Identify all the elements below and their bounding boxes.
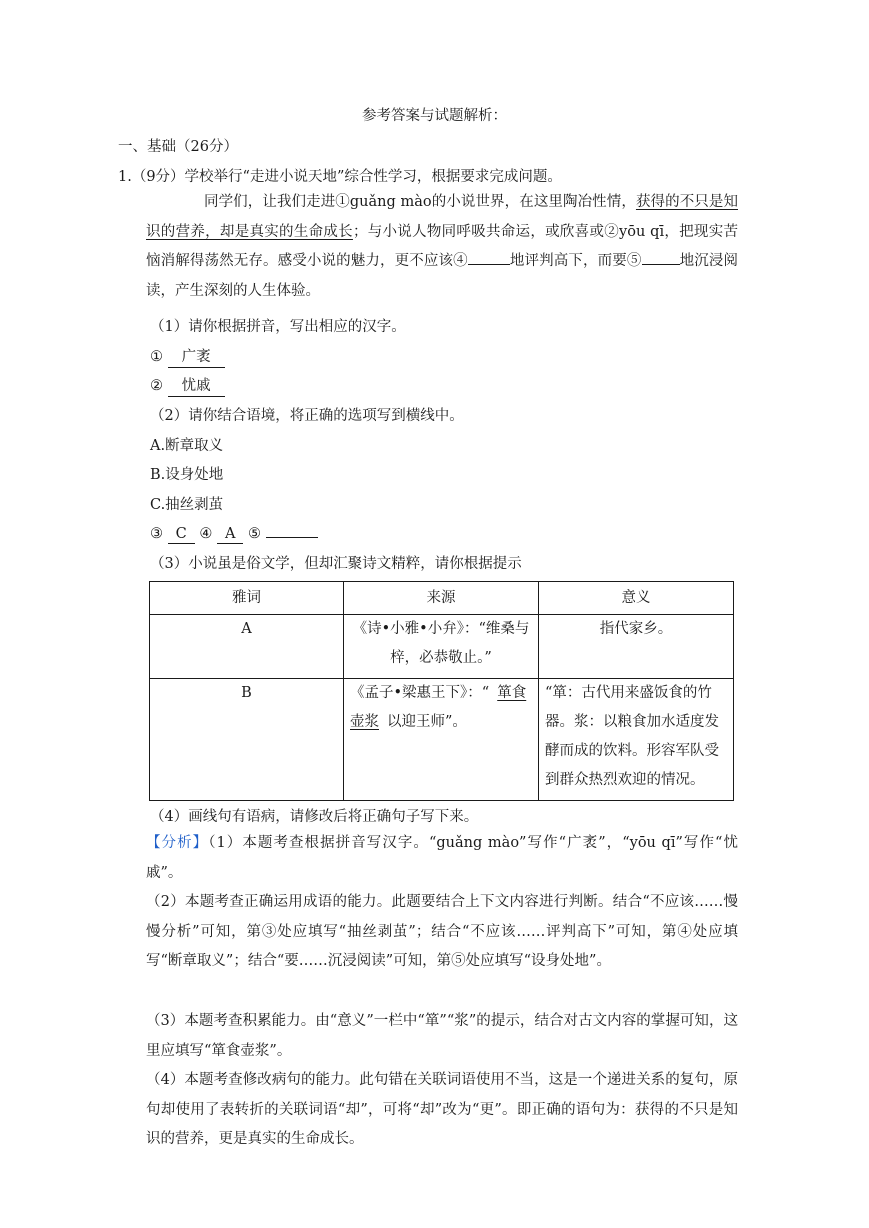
q1-answer-1 xyxy=(150,345,225,368)
analysis-label: 【分析】 xyxy=(146,835,209,851)
section-heading: 一、基础（26分） xyxy=(118,139,238,155)
table-header-cell: 意义 xyxy=(539,582,734,615)
table-header-row xyxy=(150,582,734,615)
analysis-text: （1）本题考查根据拼音写汉字。“guǎng mào”写作“广袤”，“yōu qī”写作“忧戚”。 xyxy=(146,835,739,881)
option-a: A.断章取义 xyxy=(150,438,224,454)
q1-prompt: （1）请你根据拼音，写出相应的汉字。 xyxy=(150,319,406,335)
answer-number: ④ xyxy=(199,526,213,542)
passage-part-2: ；与小说人物同呼吸共命运，或欣喜或②yōu qī，把现实苦恼消解得荡然无存。感受小说的魅力，更不应该④ xyxy=(146,223,738,269)
answer-number: ⑤ xyxy=(248,526,262,542)
blank-5 xyxy=(642,250,680,265)
answer-value: C xyxy=(168,526,195,544)
option-b: B.设身处地 xyxy=(150,467,224,483)
answer-value: A xyxy=(217,526,243,544)
table-cell-word: B xyxy=(150,679,344,801)
option-c: C.抽丝剥茧 xyxy=(150,497,224,513)
passage-part-1: 同学们，让我们走进①guǎng mào的小说世界，在这里陶冶性情， xyxy=(204,194,636,210)
answer-number: ② xyxy=(150,378,163,394)
q2-answers xyxy=(150,523,318,544)
reading-passage xyxy=(146,188,738,306)
answer-number: ① xyxy=(150,349,163,365)
blank-4 xyxy=(468,250,510,265)
source-text: 《孟子•梁惠王下》：“ xyxy=(350,685,490,701)
blank-answer xyxy=(266,523,318,538)
table-cell-source xyxy=(344,679,539,801)
answer-value: 忧戚 xyxy=(168,374,225,397)
page-title: 参考答案与试题解析： xyxy=(362,108,507,124)
vocabulary-table xyxy=(149,581,734,801)
source-text: 以迎王师”。 xyxy=(387,714,467,730)
question-stem: 1.（9分）学校举行“走进小说天地”综合性学习，根据要求完成问题。 xyxy=(118,169,562,185)
table-header-cell: 雅词 xyxy=(150,582,344,615)
analysis-1 xyxy=(146,829,738,888)
table-cell-meaning: 指代家乡。 xyxy=(539,615,734,679)
q4-prompt: （4）画线句有语病，请修改后将正确句子写下来。 xyxy=(150,809,479,825)
table-cell-meaning: “箪：古代用来盛饭食的竹器。浆：以粮食加水适度发酵而成的饮料。形容军队受到群众热烈欢迎的情况。 xyxy=(539,679,734,801)
q2-prompt: （2）请你结合语境，将正确的选项写到横线中。 xyxy=(150,408,464,424)
analysis-4: （4）本题考查修改病句的能力。此句错在关联词语使用不当，这是一个递进关系的复句，原句却使用了表转折的关联词语“却”，可将“却”改为“更”。即正确的语句为：获得的不只是知识的营养，更是真实的生命成长。 xyxy=(146,1072,738,1147)
table-row xyxy=(150,615,734,679)
table-cell-source: 《诗•小雅•小弁》：“维桑与梓，必恭敬止。” xyxy=(344,615,539,679)
source-answer: 箪食壶浆 xyxy=(350,685,527,730)
passage-part-3: 地评判高下，而要⑤ xyxy=(509,253,642,269)
answer-number: ③ xyxy=(150,526,163,542)
table-cell-word: A xyxy=(150,615,344,679)
q3-prompt: （3）小说虽是俗文学，但却汇聚诗文精粹，请你根据提示 xyxy=(150,556,522,572)
analysis-2: （2）本题考查正确运用成语的能力。此题要结合上下文内容进行判断。结合“不应该……慢慢分析”可知，第③处应填写“抽丝剥茧”；结合“不应该……评判高下”可知，第④处应填写“断章取义”；结合“要……沉浸阅读”可知，第⑤处应填写“设身处地”。 xyxy=(146,894,738,969)
passage-part-4: 地沉浸阅读，产生深刻的人生体验。 xyxy=(146,253,738,299)
q1-answer-2 xyxy=(150,374,225,397)
table-row xyxy=(150,679,734,801)
answer-value: 广袤 xyxy=(168,345,225,368)
table-header-cell: 来源 xyxy=(344,582,539,615)
underlined-sentence: 获得的不只是知识的营养，却是真实的生命成长 xyxy=(146,194,738,240)
analysis-3: （3）本题考查积累能力。由“意义”一栏中“箪”“浆”的提示，结合对古文内容的掌握可知，这里应填写“箪食壶浆”。 xyxy=(146,1013,738,1059)
